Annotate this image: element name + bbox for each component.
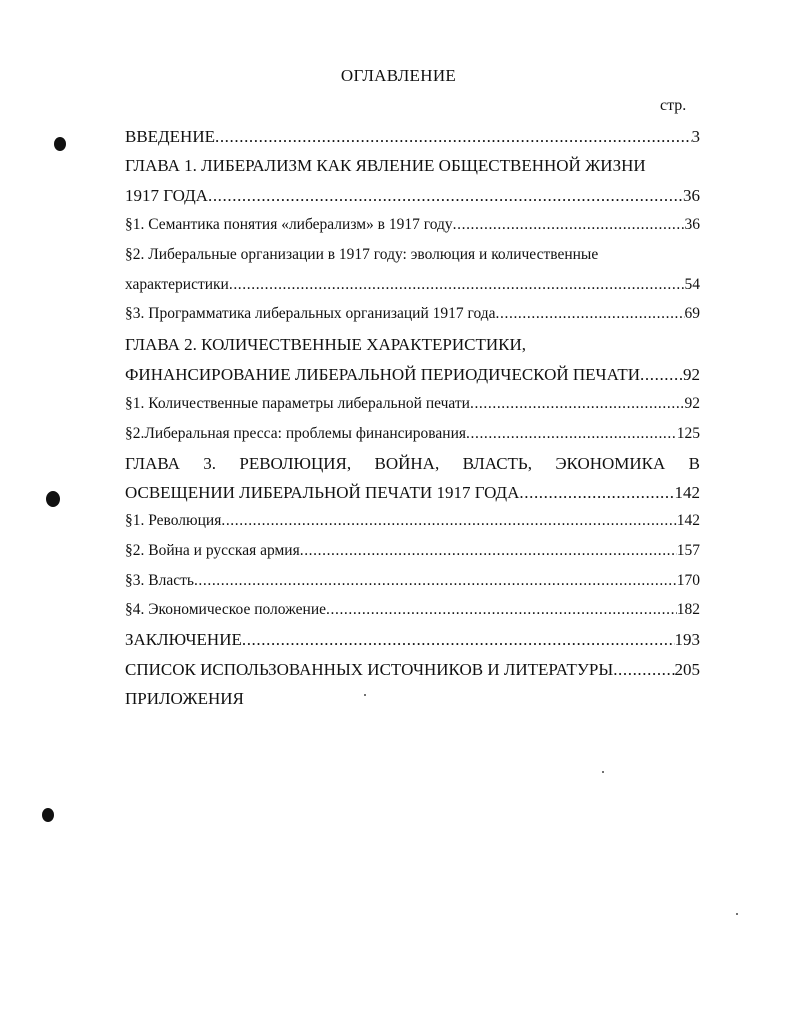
leader-dots [453,216,685,234]
leader-dots [215,127,692,147]
toc-section-3-1 [125,512,700,530]
entry-page: 193 [674,630,700,649]
leader-dots [229,276,685,294]
leader-dots [208,186,683,206]
toc-entry-appendix [125,689,700,709]
toc-entry-introduction [125,127,700,147]
entry-page: 142 [676,512,700,529]
entry-page: 36 [684,216,700,233]
section-title: §2.Либеральная пресса: проблемы финансирования [125,425,467,442]
toc-chapter-3-line-1 [125,454,700,474]
chapter-word: РЕВОЛЮЦИЯ, [239,454,352,473]
leader-dots [519,483,674,503]
punch-hole-mark [54,137,66,151]
leader-dots [194,572,677,590]
toc-section-3-3 [125,572,700,590]
leader-dots [221,512,676,530]
entry-page: 54 [684,276,700,293]
section-title: §2. Война и русская армия [125,542,300,559]
chapter-word: ВЛАСТЬ, [462,454,532,473]
toc-section-3-4 [125,601,700,619]
toc-entry-conclusion [125,630,700,650]
chapter-title-continued: ОСВЕЩЕНИИ ЛИБЕРАЛЬНОЙ ПЕЧАТИ 1917 ГОДА [125,483,520,502]
section-title: §1. Революция [125,512,222,529]
section-title: §3. Власть [125,572,194,589]
toc-section-2-1 [125,395,700,413]
chapter-title: ГЛАВА 2. КОЛИЧЕСТВЕННЫЕ ХАРАКТЕРИСТИКИ, [125,335,527,354]
toc-section-1-1 [125,216,700,234]
chapter-word: В [688,454,700,473]
leader-dots [640,365,683,385]
entry-page: 125 [676,425,700,442]
entry-page: 36 [683,186,700,205]
section-title: §4. Экономическое положение [125,601,327,618]
entry-page: 92 [683,365,700,384]
entry-page: 92 [684,395,700,412]
section-title: §1. Семантика понятия «либерализм» в 1917 году [125,216,453,233]
toc-entry-sources [125,660,700,680]
toc-chapter-1-line-2 [125,186,700,206]
chapter-word: ЭКОНОМИКА [555,454,666,473]
toc-chapter-3-line-2 [125,483,700,503]
entry-page: 205 [674,660,700,679]
punch-hole-mark [46,491,60,507]
entry-page: 69 [684,305,700,322]
toc-chapter-2-line-2 [125,365,700,385]
toc-section-1-3 [125,305,700,323]
toc-chapter-1-line-1 [125,156,700,176]
entry-page: 157 [676,542,700,559]
leader-dots [242,630,675,650]
toc-chapter-2-line-1 [125,335,700,355]
chapter-title-justified [125,454,700,474]
entry-page: 170 [676,572,700,589]
chapter-word: 3. [203,454,217,473]
section-title: §3. Программатика либеральных организаций 1917 года [125,305,496,322]
chapter-word: ВОЙНА, [374,454,440,473]
scan-speck [364,694,366,696]
punch-hole-mark [42,808,54,822]
entry-title: СПИСОК ИСПОЛЬЗОВАННЫХ ИСТОЧНИКОВ И ЛИТЕРАТУРЫ [125,660,614,679]
leader-dots [466,425,677,443]
page-column-label: стр. [660,97,687,114]
toc-section-1-2-line-2 [125,276,700,294]
leader-dots [326,601,677,619]
entry-page: 142 [674,483,700,502]
leader-dots [496,305,685,323]
entry-page: 3 [691,127,700,146]
scan-speck [602,771,604,773]
leader-dots [613,660,674,680]
section-title: §2. Либеральные организации в 1917 году: эволюция и количественные [125,246,599,263]
entry-page: 182 [676,601,700,618]
leader-dots [470,395,685,413]
chapter-title-continued: ФИНАНСИРОВАНИЕ ЛИБЕРАЛЬНОЙ ПЕРИОДИЧЕСКОЙ ПЕЧАТИ [125,365,641,384]
chapter-title: ГЛАВА 1. ЛИБЕРАЛИЗМ КАК ЯВЛЕНИЕ ОБЩЕСТВЕННОЙ ЖИЗНИ [125,156,646,175]
toc-section-3-2 [125,542,700,560]
section-title-continued: характеристики [125,276,229,293]
leader-dots [300,542,677,560]
chapter-title-continued: 1917 ГОДА [125,186,208,205]
entry-title: ПРИЛОЖЕНИЯ [125,689,244,708]
entry-title: ЗАКЛЮЧЕНИЕ [125,630,242,649]
scan-speck [736,913,738,915]
toc-section-1-2-line-1 [125,246,700,264]
page-title: ОГЛАВЛЕНИЕ [340,66,457,85]
section-title: §1. Количественные параметры либеральной печати [125,395,470,412]
entry-title: ВВЕДЕНИЕ [125,127,215,146]
toc-section-2-2 [125,425,700,443]
chapter-word: ГЛАВА [125,454,180,473]
